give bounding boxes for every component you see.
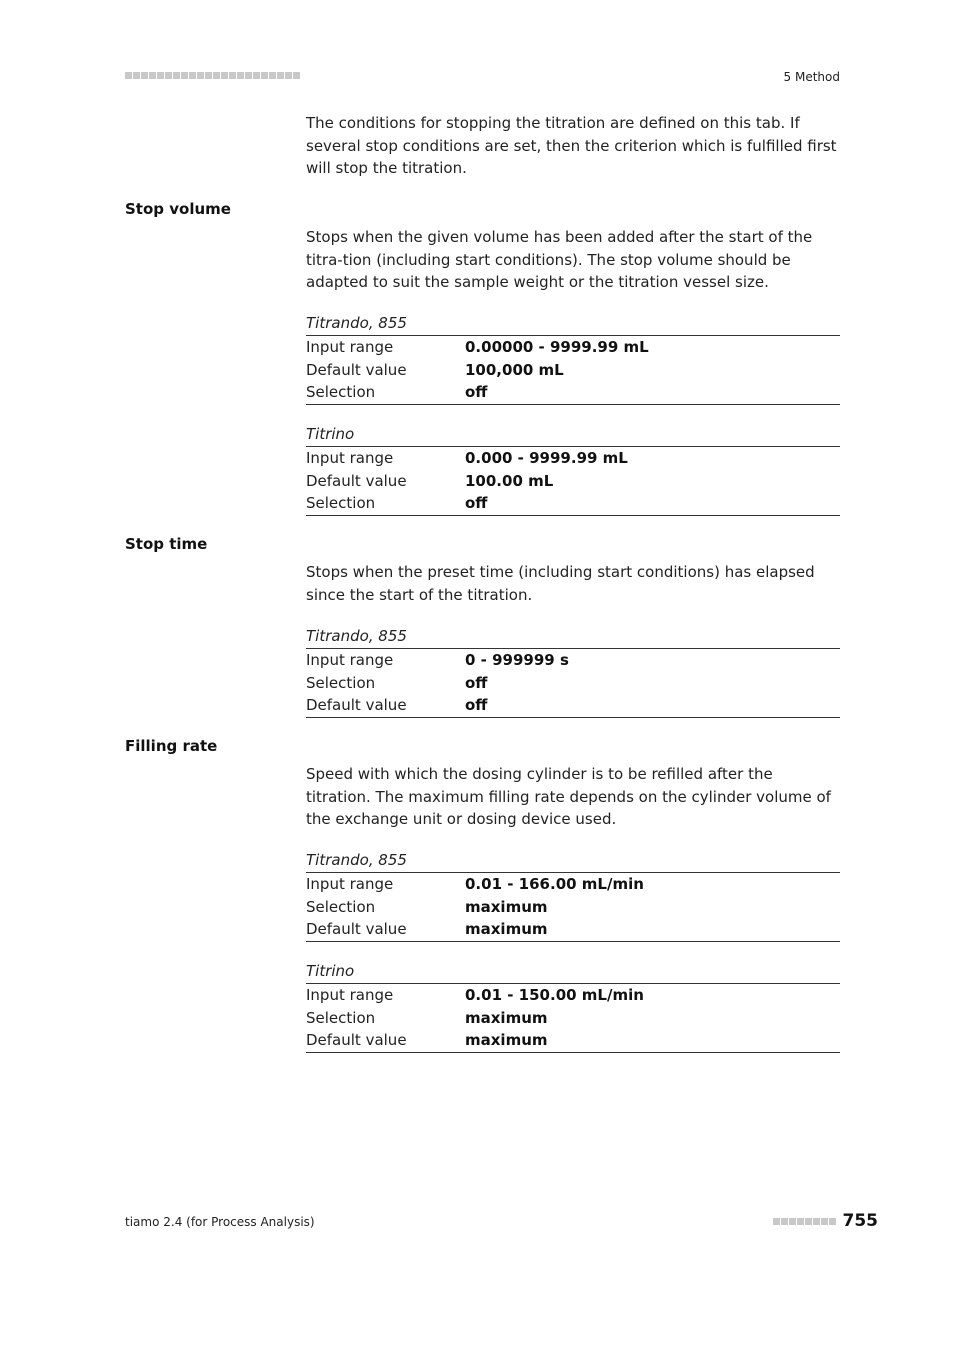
header-decoration [125,72,300,79]
row-value: off [465,673,488,692]
filling-rate-table-titrino [306,959,840,1053]
stop-volume-heading: Stop volume [125,200,231,218]
table-row [306,896,840,919]
row-value: 0.01 - 150.00 mL/min [465,986,644,1004]
filling-rate-description: Speed with which the dosing cylinder is to be refilled after the titration. The maximum filling rate depends on the cylinder volume of the exchange unit or dosing device used. [306,765,831,828]
row-value: 0 - 999999 s [465,651,569,669]
row-key: Default value [306,920,407,938]
row-value: off [465,494,488,512]
row-key: Selection [306,897,376,916]
stop-time-heading: Stop time [125,535,208,553]
row-value: maximum [465,897,548,916]
row-value: maximum [465,1008,548,1027]
row-value: 100,000 mL [465,360,564,379]
row-value: maximum [465,920,548,938]
table-bottom-rule [306,941,840,942]
row-key: Input range [306,449,394,467]
row-key: Selection [306,1008,376,1027]
table-row [306,649,840,672]
table-title: Titrando, 855 [306,848,840,873]
row-value: 0.00000 - 9999.99 mL [465,338,649,356]
table-row [306,694,840,717]
filling-rate-heading: Filling rate [125,737,218,755]
row-key: Default value [306,1031,407,1049]
table-title: Titrino [306,422,840,447]
row-key: Selection [306,673,376,692]
row-value: off [465,696,488,714]
row-key: Default value [306,471,407,490]
table-row [306,492,840,515]
table-row [306,381,840,404]
footer-decoration [773,1218,836,1225]
table-title: Titrando, 855 [306,624,840,649]
table-bottom-rule [306,717,840,718]
table-row [306,359,840,382]
chapter-title: 5 Method [783,70,840,84]
filling-rate-table-titrando [306,848,840,942]
table-row [306,1007,840,1030]
table-bottom-rule [306,404,840,405]
stop-volume-table-titrando [306,311,840,405]
table-title: Titrino [306,959,840,984]
row-key: Selection [306,383,376,401]
intro-paragraph: The conditions for stopping the titration are defined on this tab. If several stop conditions are set, then the criterion which is fulfilled first will stop the titration. [306,114,837,177]
footer-product: tiamo 2.4 (for Process Analysis) [125,1215,315,1229]
row-value: 0.01 - 166.00 mL/min [465,875,644,893]
table-row [306,984,840,1007]
stop-volume-description: Stops when the given volume has been added after the start of the titra-tion (including start conditions). The stop volume should be adapted to suit the sample weight or the titration vessel size. [306,228,813,291]
row-value: 100.00 mL [465,471,554,490]
table-bottom-rule [306,1052,840,1053]
row-key: Input range [306,986,394,1004]
table-bottom-rule [306,515,840,516]
row-key: Input range [306,651,394,669]
row-key: Selection [306,494,376,512]
table-row [306,470,840,493]
table-row [306,447,840,470]
table-row [306,336,840,359]
table-row [306,672,840,695]
row-key: Default value [306,696,407,714]
table-row [306,1029,840,1052]
stop-time-table-titrando [306,624,840,718]
row-key: Input range [306,875,394,893]
row-value: 0.000 - 9999.99 mL [465,449,628,467]
row-key: Default value [306,360,407,379]
stop-volume-table-titrino [306,422,840,516]
stop-time-description: Stops when the preset time (including start conditions) has elapsed since the start of the titration. [306,563,815,604]
table-row [306,873,840,896]
page-number: 755 [842,1211,878,1231]
row-key: Input range [306,338,394,356]
table-title: Titrando, 855 [306,311,840,336]
row-value: maximum [465,1031,548,1049]
row-value: off [465,383,488,401]
table-row [306,918,840,941]
